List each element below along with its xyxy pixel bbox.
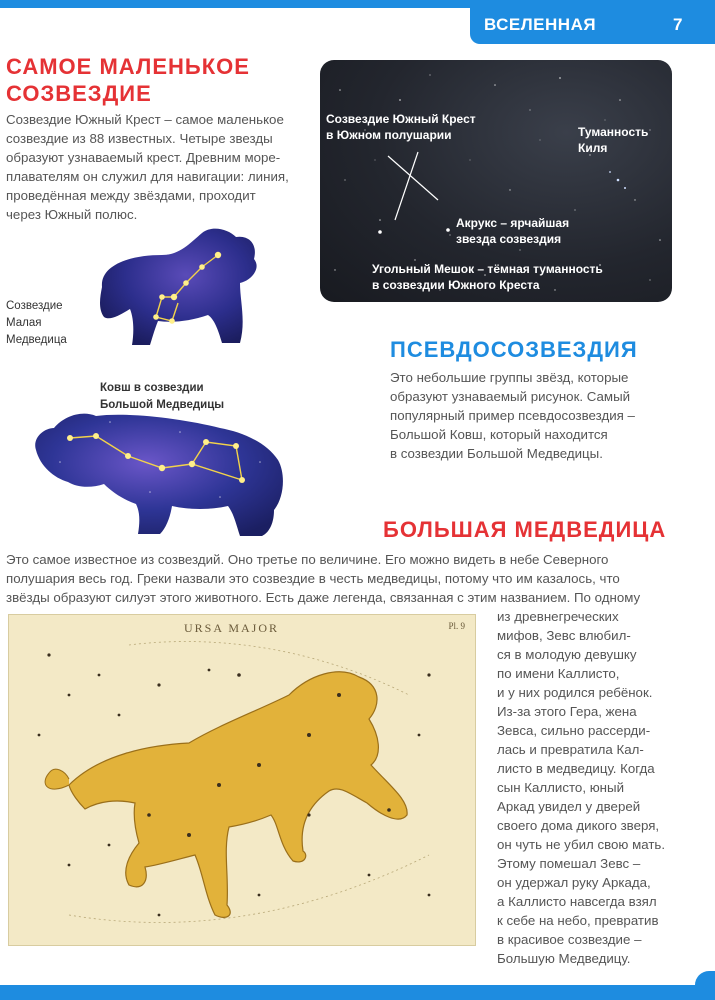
- text-line: Большой Ковш, который находится: [390, 427, 608, 442]
- text-line: плавателям он служил для навигации: линия,: [6, 169, 289, 184]
- section-title: ВСЕЛЕННАЯ: [484, 15, 597, 34]
- text-line: в созвездии Большой Медведицы.: [390, 446, 603, 461]
- page-number: 7: [673, 15, 683, 34]
- text-line: он удержал руку Аркада,: [497, 875, 651, 890]
- carina-nebula-label: Туманность Киля: [578, 125, 649, 155]
- text-line: Зевса, сильно рассерди-: [497, 723, 651, 738]
- text-line: своего дома дикого зверя,: [497, 818, 660, 833]
- southern-cross-photo: [320, 60, 672, 302]
- text-line: к себе на небо, превратив: [497, 913, 659, 928]
- pseudo-constellations-heading: ПСЕВДОСОЗВЕЗДИЯ: [390, 337, 638, 362]
- text-line: а Каллисто навсегда взял: [497, 894, 657, 909]
- text-line: Большую Медведицу.: [497, 951, 631, 966]
- text-line: Это самое известное из созвездий. Оно третье по величине. Его можно видеть в небе Северного: [6, 552, 609, 567]
- text-line: Это небольшие группы звёзд, которые: [390, 370, 629, 385]
- bear-drawing: [9, 615, 475, 945]
- ursa-major-heading: БОЛЬШАЯ МЕДВЕДИЦА: [383, 517, 667, 542]
- ursa-major-star-chart: [8, 614, 476, 946]
- text-line: через Южный полюс.: [6, 207, 138, 222]
- section-header: [470, 4, 715, 44]
- chart-title: URSA MAJOR: [184, 621, 280, 635]
- text-line: в красивое созвездие –: [497, 932, 642, 947]
- text-line: Аркад увидел у дверей: [497, 799, 641, 814]
- little-bear-caption: Созвездие Малая Медведица: [6, 300, 67, 346]
- text-line: мифов, Зевс влюбил-: [497, 628, 631, 643]
- big-dipper-caption-text: Ковш в созвездии Большой Медведицы: [100, 382, 225, 411]
- text-line: лась и превратила Кал-: [497, 742, 644, 757]
- smallest-constellation-heading: САМОЕ МАЛЕНЬКОЕ СОЗВЕЗДИЕ: [6, 54, 250, 106]
- text-line: полушария весь год. Греки назвали это созвездие в честь медведицы, потому что им казалось, что: [6, 571, 620, 586]
- text-line: проведённая между звёздами, проходит: [6, 188, 256, 203]
- text-line: созвездие из 88 известных. Четыре звезды: [6, 131, 273, 146]
- acrux-label: Акрукс – ярчайшая звезда созвездия: [456, 216, 570, 246]
- text-line: Этому помешал Зевс –: [497, 856, 641, 871]
- great-bear-illustration: [30, 402, 292, 542]
- text-line: Созвездие Южный Крест – самое маленькое: [6, 112, 284, 127]
- text-line: листо в медведицу. Когда: [497, 761, 655, 776]
- text-line: звёзды образуют силуэт этого животного. Есть даже легенда, связанная с этим названием. По одному: [6, 590, 641, 605]
- little-bear-illustration: [90, 225, 270, 355]
- text-line: по имени Каллисто,: [497, 666, 620, 681]
- text-line: образуют узнаваемый крест. Древним море-: [6, 150, 281, 165]
- text-line: популярный пример псевдосозвездия –: [390, 408, 635, 423]
- southern-cross-label: Созвездие Южный Крест в Южном полушарии: [326, 112, 476, 142]
- text-line: сын Каллисто, юный: [497, 780, 625, 795]
- text-line: из древнегреческих: [497, 609, 619, 624]
- coalsack-label: Угольный Мешок – тёмная туманность в созвездии Южного Креста: [372, 262, 603, 292]
- bottom-accent-bar: [0, 985, 715, 1000]
- chart-plate-number: Pl. 9: [448, 621, 465, 631]
- text-line: Из-за этого Гера, жена: [497, 704, 637, 719]
- text-line: он чуть не убил свою мать.: [497, 837, 666, 852]
- text-line: и у них родился ребёнок.: [497, 685, 653, 700]
- text-line: ся в молодую девушку: [497, 647, 637, 662]
- text-line: образуют узнаваемый рисунок. Самый: [390, 389, 631, 404]
